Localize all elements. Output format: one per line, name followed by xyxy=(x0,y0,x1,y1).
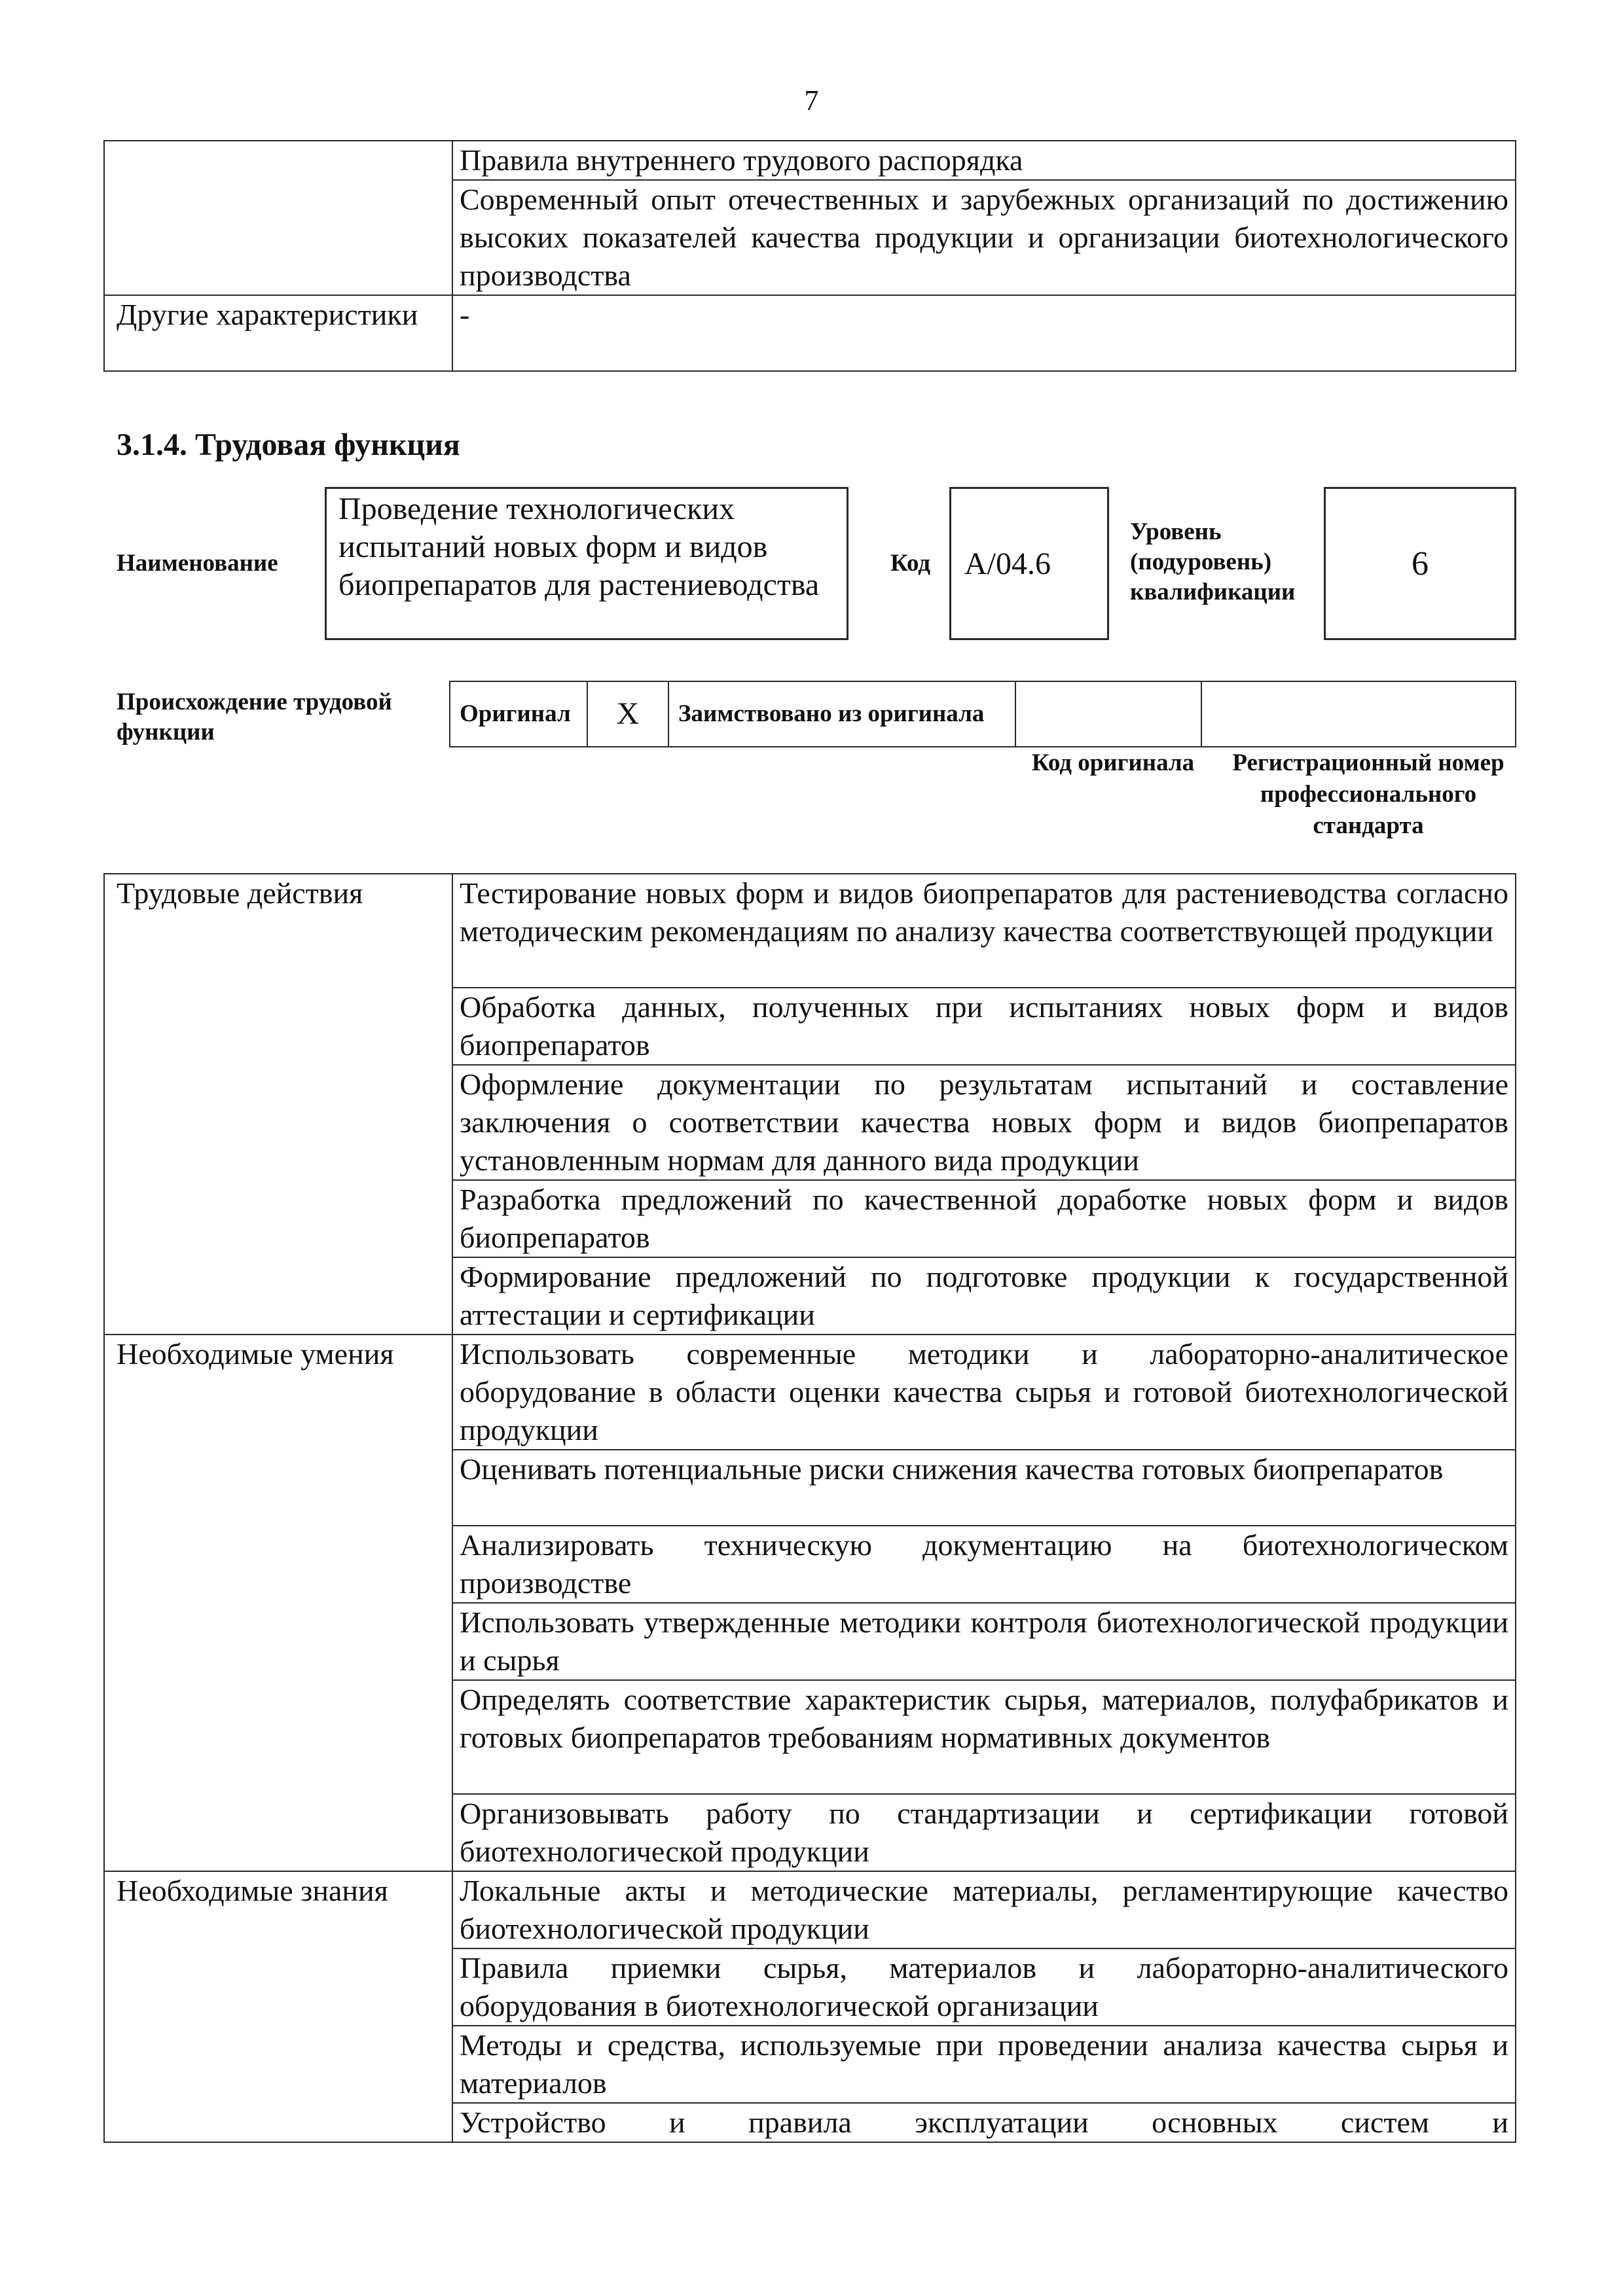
list-item: Использовать утвержденные методики контроля биотехнологической продукции и сырья xyxy=(452,1603,1516,1680)
top-table xyxy=(103,140,1516,372)
list-item: Методы и средства, используемые при проведении анализа качества сырья и материалов xyxy=(452,2026,1516,2103)
origin-table xyxy=(449,681,1516,747)
top-table-label: Другие характеристики xyxy=(104,295,452,371)
function-name-box xyxy=(325,487,848,640)
top-table-item: Правила внутреннего трудового распорядка xyxy=(452,141,1516,180)
top-table-label-empty xyxy=(104,141,452,295)
origin-borrowed-label: Заимствовано из оригинала xyxy=(668,681,1015,747)
list-item: Тестирование новых форм и видов биопрепаратов для растениеводства согласно методическим рекомендациям по анализу качества соответствующей продукции xyxy=(452,874,1516,988)
list-item: Анализировать техническую документацию на биотехнологическом производстве xyxy=(452,1526,1516,1603)
top-table-item: Современный опыт отечественных и зарубежных организаций по достижению высоких показателей качества продукции и организации биотехнологического производства xyxy=(452,180,1516,295)
origin-label: Происхождение трудовой функции xyxy=(117,689,392,745)
function-code-box xyxy=(949,487,1109,640)
group-label-skills: Необходимые умения xyxy=(104,1335,452,1871)
top-table-item: - xyxy=(452,295,1516,371)
name-label: Наименование xyxy=(117,550,278,577)
list-item: Правила приемки сырья, материалов и лабораторно-аналитического оборудования в биотехнологической организации xyxy=(452,1948,1516,2026)
origin-original-mark: X xyxy=(587,681,668,747)
list-item: Устройство и правила эксплуатации основных систем и xyxy=(452,2103,1516,2142)
function-level-value: 6 xyxy=(1412,545,1429,583)
group-label-knowledge: Необходимые знания xyxy=(104,1871,452,2142)
list-item: Формирование предложений по подготовке продукции к государственной аттестации и сертификации xyxy=(452,1257,1516,1335)
level-label: Уровень (подуровень) квалификации xyxy=(1130,518,1296,605)
code-label: Код xyxy=(890,550,931,577)
origin-code-caption: Код оригинала xyxy=(1031,749,1195,776)
main-table xyxy=(103,873,1516,2143)
list-item: Оформление документации по результатам испытаний и составление заключения о соответствии качества новых форм и видов биопрепаратов установленным нормам для данного вида продукции xyxy=(452,1065,1516,1180)
list-item: Разработка предложений по качественной доработке новых форм и видов биопрепаратов xyxy=(452,1180,1516,1257)
list-item: Определять соответствие характеристик сырья, материалов, полуфабрикатов и готовых биопрепаратов требованиям нормативных документов xyxy=(452,1680,1516,1794)
list-item: Локальные акты и методические материалы, регламентирующие качество биотехнологической продукции xyxy=(452,1871,1516,1948)
page-number: 7 xyxy=(804,84,819,117)
list-item: Организовывать работу по стандартизации и сертификации готовой биотехнологической продукции xyxy=(452,1794,1516,1871)
function-code-value: A/04.6 xyxy=(964,546,1051,581)
origin-reg-cell xyxy=(1201,681,1516,747)
origin-code-cell xyxy=(1015,681,1201,747)
function-name-value: Проведение технологических испытаний новых форм и видов биопрепаратов для растениеводства xyxy=(338,492,820,602)
group-label-actions: Трудовые действия xyxy=(104,874,452,1335)
function-level-box xyxy=(1324,487,1516,640)
list-item: Оценивать потенциальные риски снижения качества готовых биопрепаратов xyxy=(452,1450,1516,1526)
origin-reg-caption: Регистрационный номер профессионального стандарта xyxy=(1232,749,1504,839)
list-item: Использовать современные методики и лабораторно-аналитическое оборудование в области оценки качества сырья и готовой биотехнологической продукции xyxy=(452,1335,1516,1450)
list-item: Обработка данных, полученных при испытаниях новых форм и видов биопрепаратов xyxy=(452,988,1516,1065)
section-title: 3.1.4. Трудовая функция xyxy=(117,427,460,462)
origin-original-label: Оригинал xyxy=(450,681,587,747)
